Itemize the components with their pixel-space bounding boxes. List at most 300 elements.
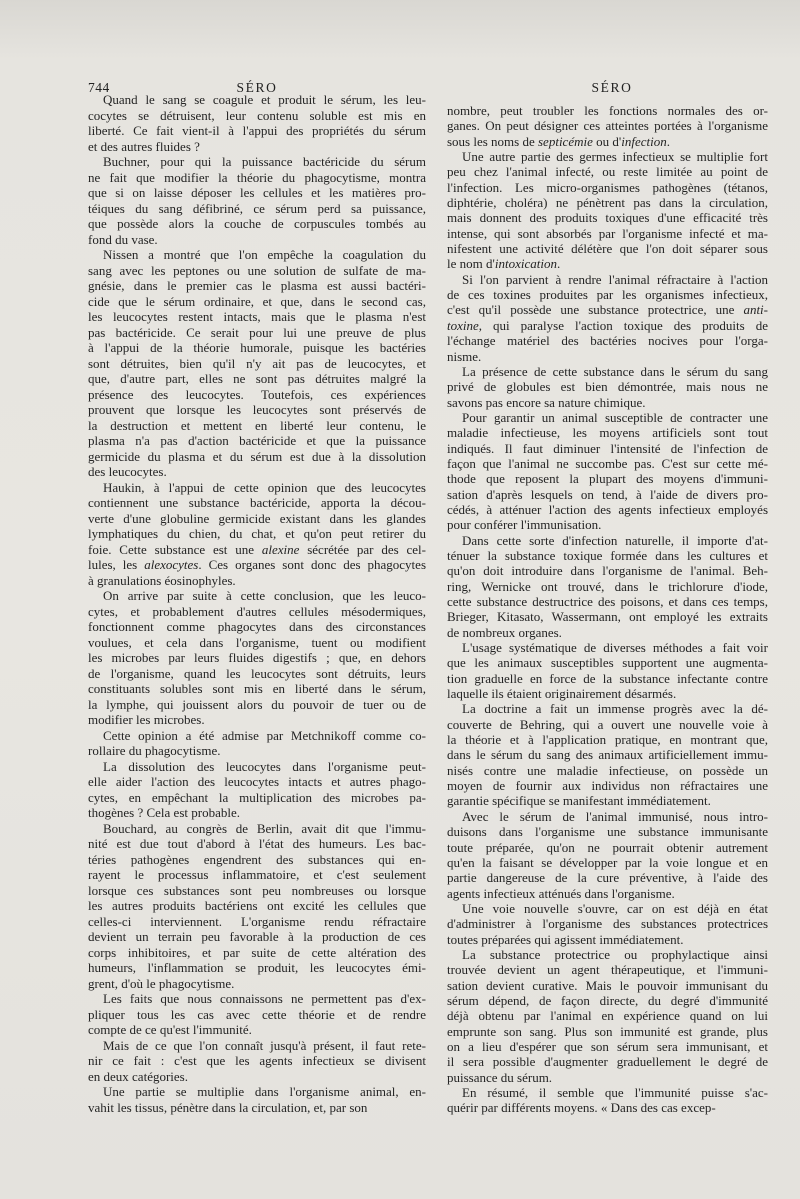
line-text: intense, qui sont absorbés par l'organisme infecté et ma- (447, 225, 768, 241)
text-line (88, 743, 426, 759)
text-run: ou d' (592, 133, 622, 149)
line-text: sang avec les peptones ou une solution de sulfate de ma- (88, 262, 426, 278)
text-line (88, 697, 426, 713)
line-text: les microbes par leurs fluides digestifs ; que, en dehors (88, 650, 426, 665)
text-line (447, 1008, 768, 1023)
line-text: puissance du sérum. (447, 1069, 553, 1085)
line-text: qu'on doit introduire dans l'organisme de l'animal. Beh- (447, 563, 768, 579)
text-line (447, 441, 768, 456)
text-line (447, 747, 768, 762)
paragraph (447, 701, 768, 808)
italic-term: intoxication (494, 256, 557, 272)
paragraph (88, 991, 426, 1038)
line-text: les autres produits bactériens ont excité les cellules que (88, 898, 426, 913)
running-head-right: SÉRO (591, 80, 633, 95)
line-text: nir ce fait : c'est que les agents infectieux se divisent (88, 1053, 426, 1068)
line-text: Une voie nouvelle s'ouvre, car on est déjà en état (462, 900, 768, 916)
line-text: toutes préparées qui agissent immédiatement. (447, 931, 684, 947)
text-line (88, 542, 426, 558)
line-text: de nombreux organes. (447, 624, 562, 640)
text-line (447, 962, 768, 977)
line-text: prouvent que lorsque les leucocytes sont préservés de (88, 402, 426, 417)
text-line (447, 533, 768, 548)
line-text: cocytes se détruisent, leur contenu soluble est mis en (88, 107, 426, 123)
line-text: on a lieu d'espérer que son sérum sera immunisant, et (447, 1038, 768, 1054)
line-text: laquelle ils étaient originairement désarmés. (447, 686, 677, 702)
paragraph (447, 272, 768, 364)
text-line (447, 1039, 768, 1054)
text-line (447, 701, 768, 716)
text-line (447, 1085, 768, 1100)
paragraph (447, 410, 768, 533)
text-line (88, 232, 426, 248)
text-line (88, 170, 426, 186)
text-line (447, 318, 768, 333)
line-text: la lymphe, qui jouissent alors du pouvoir de tuer ou de (88, 696, 426, 712)
line-text: On arrive par suite à cette conclusion, que les leuco- (103, 588, 427, 603)
text-line (447, 640, 768, 655)
text-line (447, 379, 768, 394)
text-line (88, 480, 426, 496)
line-text: nisés contre une maladie infectieuse, on possède un (447, 762, 769, 778)
paragraph (88, 821, 426, 992)
line-text: Mais de ce que l'on connaît jusqu'à présent, il faut rete- (103, 1037, 426, 1053)
text-line (447, 793, 768, 808)
line-text: qu'en la faisant se développer par la voie longue et en (447, 854, 768, 870)
line-text (447, 318, 768, 333)
line-text: grent, d'où le phagocytisme. (88, 975, 235, 991)
line-text: liberté. Ce fait vient-il à l'appui des propriétés du sérum (88, 123, 426, 138)
text-line (447, 870, 768, 885)
paragraph (447, 901, 768, 947)
line-text: Pour garantir un animal susceptible de contracter une (462, 409, 768, 425)
line-text: savons pas encore sa nature chimique. (447, 394, 646, 410)
line-text: toute préparée, qu'on ne pourrait obtenir autrement (447, 839, 768, 855)
text-run: . (666, 133, 670, 149)
text-line (447, 824, 768, 839)
line-text: téiques du sang défibriné, ce sérum perd sa puissance, (88, 200, 426, 216)
line-text: privé de globules est bien démontrée, mais nous ne (447, 379, 768, 395)
text-line (88, 588, 426, 604)
line-text: quérir par différents moyens. « Dans des cas excep- (447, 1100, 716, 1116)
text-line (447, 287, 768, 302)
text-line (447, 855, 768, 870)
text-line (88, 511, 426, 527)
text-line (88, 821, 426, 837)
italic-term: toxine (447, 317, 479, 333)
text-run: foie. Cette substance est une (88, 541, 262, 557)
text-line (88, 883, 426, 899)
line-text: contiennent une substance bactéricide, apporta la décou- (88, 495, 426, 510)
text-line (88, 340, 426, 356)
text-line (88, 356, 426, 372)
text-line (88, 526, 426, 542)
text-line (447, 671, 768, 686)
paragraph (88, 1038, 426, 1085)
text-line (447, 548, 768, 563)
text-line (88, 976, 426, 992)
text-line (447, 349, 768, 364)
line-text: sation d'après lesquels on tend, à l'aide de divers pro- (447, 486, 768, 502)
line-text: sont détruites, bien qu'il n'y ait pas de leucocytes, et (88, 355, 426, 371)
line-text: nisme. (447, 348, 482, 364)
text-line (447, 563, 768, 578)
line-text: Les faits que nous connaissons ne permettent pas d'ex- (103, 991, 427, 1006)
text-line (88, 635, 426, 651)
line-text: il sera possible d'augmenter graduellement le degré de (447, 1054, 768, 1070)
paragraph (88, 92, 426, 154)
text-line (447, 886, 768, 901)
line-text: Nissen a montré que l'on empêche la coagulation du (103, 247, 426, 262)
page-number: 744 (88, 80, 110, 95)
line-text: l'infection. Les micro-organismes pathogènes (tétanos, (447, 179, 768, 195)
text-line (447, 333, 768, 348)
line-text: germicide du plasma et du sérum est due à la dissolution (88, 448, 426, 464)
line-text: plasma n'a pas d'action bactéricide et que la puissance (88, 433, 426, 448)
line-text: Brieger, Kitasato, Wassermann, ont employé les extraits (447, 609, 768, 625)
line-text (88, 557, 426, 572)
text-line (88, 836, 426, 852)
text-line (88, 604, 426, 620)
text-line (88, 805, 426, 821)
line-text: en deux catégories. (88, 1068, 188, 1084)
line-text: que possède alors la couche de corpuscules tombés au (88, 216, 426, 231)
text-line (447, 456, 768, 471)
text-line (88, 433, 426, 449)
line-text: fond du vase. (88, 231, 158, 247)
text-line (88, 1007, 426, 1023)
text-line (88, 123, 426, 139)
text-line (447, 717, 768, 732)
line-text: Une autre partie des germes infectieux se multiplie fort (462, 149, 768, 165)
line-text: nité est due tout d'abord à l'état des humeurs. Les bac- (88, 836, 426, 851)
text-line (447, 134, 768, 149)
line-text: Dans cette sorte d'infection naturelle, il importe d'at- (462, 532, 768, 548)
text-line (447, 916, 768, 931)
line-text: La dissolution des leucocytes dans l'organisme peut- (103, 758, 426, 774)
line-text: Une partie se multiplie dans l'organisme animal, en- (103, 1084, 426, 1099)
text-line (447, 1024, 768, 1039)
line-text: nifestent une activité délétère que l'on doit séparer sous (447, 241, 768, 257)
line-text: cytes, en empêchant la multiplication des microbes pa- (88, 789, 426, 805)
line-text: En résumé, il semble que l'immunité puisse s'ac- (462, 1085, 768, 1100)
line-text: que les animaux susceptibles supportent une augmenta- (447, 655, 769, 671)
text-line (88, 960, 426, 976)
line-text: celles-ci interviennent. L'organisme rendu réfractaire (88, 913, 426, 929)
text-line (447, 686, 768, 701)
italic-term: septicémie (538, 133, 593, 149)
text-line (88, 790, 426, 806)
line-text: garantie spécifique se manifestant immédiatement. (447, 793, 711, 809)
line-text: cide que le sérum ordinaire, et que, dans le second cas, (88, 293, 426, 309)
text-line (447, 364, 768, 379)
line-text: La doctrine a fait un immense progrès avec la dé- (462, 701, 769, 717)
text-line (88, 1100, 426, 1116)
text-line (88, 650, 426, 666)
paragraph (88, 759, 426, 821)
line-text: dans le sérum du sang des animaux artificiellement immu- (447, 747, 768, 763)
text-line (88, 92, 426, 108)
line-text: verte d'une globuline germicide existant dans les glandes (88, 510, 426, 526)
line-text: d'administrer à l'organisme des substances protectrices (447, 916, 768, 932)
italic-term: infection (621, 133, 667, 149)
text-line (88, 619, 426, 635)
paragraph (447, 149, 768, 272)
line-text: La présence de cette substance dans le sérum du sang (462, 363, 768, 379)
line-text: cette substance destructrice des poisons, et dans ces temps, (447, 594, 768, 609)
line-text: ne fait que modifier la théorie du phagocytisme, montra (88, 169, 426, 185)
text-line (447, 103, 768, 118)
text-line (88, 154, 426, 170)
text-line (88, 263, 426, 279)
text-line (88, 573, 426, 589)
line-text: sérum dépend, de façon directe, du degré d'immunité (447, 992, 768, 1008)
text-run: sous les noms de (447, 133, 538, 149)
text-line (88, 464, 426, 480)
text-line (447, 579, 768, 594)
paragraph (88, 588, 426, 728)
line-text: modifier les microbes. (88, 712, 205, 727)
text-line (88, 185, 426, 201)
text-line (447, 487, 768, 502)
text-line (88, 216, 426, 232)
text-line (88, 712, 426, 728)
line-text: Bouchard, au congrès de Berlin, avait dit que l'immu- (103, 820, 426, 836)
text-line (88, 495, 426, 511)
line-text: Cette opinion a été admise par Metchnikoff comme co- (103, 727, 426, 743)
line-text: lorsque ces substances sont peu nombreuses ou lorsque (88, 882, 426, 898)
text-line (88, 1022, 426, 1038)
line-text: emprunte son sang. Plus son immunité est grande, plus (447, 1023, 768, 1039)
text-line (447, 502, 768, 517)
line-text: indiqués. Il faut diminuer l'intensité de l'infection de (447, 440, 768, 456)
text-line (447, 210, 768, 225)
paragraph (447, 640, 768, 701)
running-head-left: SÉRO (236, 80, 278, 95)
line-text: fonctionnent comme phagocytes dans des circonstances (88, 619, 426, 634)
text-line (447, 901, 768, 916)
line-text: Si l'on parvient à rendre l'animal réfractaire à l'action (462, 271, 768, 287)
line-text: moyen de fournir aux individus non réfractaires une (447, 778, 768, 794)
text-line (447, 149, 768, 164)
line-text: Avec le sérum de l'animal immunisé, nous intro- (462, 808, 768, 824)
text-line (88, 945, 426, 961)
text-line (447, 1100, 768, 1115)
line-text: mais donnent des produits toxiques d'une efficacité très (447, 210, 768, 226)
line-text: lymphatiques du chien, du chat, et qu'on peut retirer du (88, 526, 426, 541)
text-line (447, 180, 768, 195)
line-text: nombre, peut troubler les fonctions normales des or- (447, 103, 768, 118)
line-text: ganes. On peut désigner ces atteintes portées à l'organisme (447, 118, 768, 134)
text-line (88, 991, 426, 1007)
text-run: , qui paralyse l'action toxique des produits de (478, 317, 768, 333)
line-text: constituants solubles sont mis en liberté dans le sérum, (88, 681, 426, 696)
text-line (447, 778, 768, 793)
line-text: cédés, à atténuer l'action des agents infectieux employés (447, 501, 768, 517)
italic-term: alexocytes (144, 557, 199, 572)
italic-term: alexine (261, 541, 300, 557)
line-text (88, 542, 426, 557)
text-line (447, 809, 768, 824)
line-text: gnésie, dans le premier cas le plasma est aussi bactéri- (88, 278, 426, 293)
paragraph (88, 247, 426, 480)
text-line (88, 774, 426, 790)
text-line (88, 449, 426, 465)
paragraph (447, 103, 768, 149)
line-text: rollaire du phagocytisme. (88, 743, 221, 758)
line-text: humeurs, l'inflammation se produit, les leucocytes émi- (88, 960, 426, 975)
line-text: peu chez l'animal infecté, ou reste limitée au point de (447, 164, 768, 180)
text-line (88, 402, 426, 418)
text-line (88, 1053, 426, 1069)
text-line (88, 371, 426, 387)
line-text: Buchner, pour qui la puissance bactéricide du sérum (103, 154, 426, 169)
text-line (447, 195, 768, 210)
text-line (88, 914, 426, 930)
paragraph (447, 364, 768, 410)
text-line (447, 302, 768, 317)
text-line (88, 294, 426, 310)
line-text: duisons dans l'organisme une substance immunisante (447, 824, 768, 840)
line-text: que, d'autre part, elles ne sont pas détruites malgré la (88, 371, 426, 386)
paragraph (447, 533, 768, 640)
paragraph (88, 728, 426, 759)
line-text: de l'organisme, quand les leucocytes sont détruits, leurs (88, 665, 426, 681)
line-text: couverte de Behring, qui a ouvert une nouvelle voie à (447, 716, 768, 732)
text-line (447, 226, 768, 241)
text-line (447, 241, 768, 256)
text-line (88, 247, 426, 263)
line-text: les leucocytes restent intacts, mais que le plasma n'est (88, 309, 426, 324)
text-line (88, 1038, 426, 1054)
text-line (447, 517, 768, 532)
text-line (88, 728, 426, 744)
line-text: Haukin, à l'appui de cette opinion que des leucocytes (103, 479, 426, 495)
text-line (88, 867, 426, 883)
line-text: trouvée devient un agent thérapeutique, et l'immuni- (447, 962, 768, 978)
text-line (447, 164, 768, 179)
text-line (447, 256, 768, 271)
line-text: sation devient curative. Mais le pouvoir immunisant du (447, 977, 768, 993)
paragraph (447, 1085, 768, 1116)
line-text: Quand le sang se coagule et produit le sérum, les leu- (103, 92, 426, 107)
text-line (447, 425, 768, 440)
line-text: elle aider l'action des leucocytes intacts et autres phago- (88, 774, 426, 789)
text-line (88, 325, 426, 341)
line-text: présence des leucocytes. Toutefois, ces expériences (88, 386, 426, 402)
line-text: devient un terrain peu favorable à la production de ces (88, 929, 426, 944)
line-text (447, 256, 560, 271)
text-line (447, 732, 768, 747)
line-text: que si on laisse déposer les cellules et les matières pro- (88, 185, 426, 200)
line-text: pliquer tous les cas avec cette théorie et de rendre (88, 1006, 426, 1022)
italic-term: anti- (743, 302, 768, 318)
paragraph (88, 1084, 426, 1115)
line-text (447, 302, 768, 317)
line-text: à granulations éosinophyles. (88, 572, 236, 588)
line-text: pour conférer l'immunisation. (447, 517, 602, 533)
text-line (447, 655, 768, 670)
text-run: . Ces organes sont donc des phagocytes (198, 557, 426, 572)
text-line (447, 1054, 768, 1069)
text-line (447, 272, 768, 287)
text-line (88, 418, 426, 434)
paragraph (447, 947, 768, 1085)
line-text: La substance protectrice ou prophylactique ainsi (462, 946, 768, 962)
text-run: c'est qu'il possède une substance protectrice, une (447, 302, 744, 318)
text-line (447, 947, 768, 962)
text-line (88, 108, 426, 124)
text-line (88, 1069, 426, 1085)
text-line (447, 932, 768, 947)
text-line (88, 278, 426, 294)
line-text: ring, Wernicke ont trouvé, dans le trichlorure d'iode, (447, 578, 768, 594)
paragraph (447, 809, 768, 901)
text-line (447, 993, 768, 1008)
line-text: des leucocytes. (88, 464, 167, 479)
line-text: agents infectieux atténués dans l'organisme. (447, 885, 675, 901)
line-text: la théorie et à l'application pratique, en montrant que, (447, 732, 768, 748)
text-line (88, 681, 426, 697)
line-text: pas bactéricide. Ce serait pour lui une preuve de plus (88, 324, 426, 340)
line-text: maladie infectieuse, les moyens artificiels sont tout (447, 425, 768, 441)
text-line (447, 840, 768, 855)
line-text: et des autres fluides ? (88, 138, 200, 154)
line-text: compte de ce qu'est l'immunité. (88, 1022, 252, 1037)
text-line (88, 201, 426, 217)
line-text (447, 134, 670, 149)
line-text: façon que l'animal ne succombe pas. C'est sur cette mé- (447, 455, 768, 471)
text-line (88, 929, 426, 945)
text-line (88, 666, 426, 682)
text-line (88, 139, 426, 155)
line-text: déjà obtenu par l'animal en expérience quand on lui (447, 1008, 768, 1024)
line-text: la destruction et mettent en liberté leur contenu, le (88, 417, 426, 433)
text-line (88, 309, 426, 325)
line-text: voulues, et cela dans l'organisme, tuent ou modifient (88, 634, 426, 650)
text-line (447, 118, 768, 133)
line-text: rayent le processus inflammatoire, et c'est seulement (88, 867, 426, 882)
line-text: téries pathogènes engendrent des substances qui en- (88, 851, 426, 867)
line-text: cytes, et probablement d'autres cellules mésodermiques, (88, 603, 426, 619)
paragraph (88, 154, 426, 247)
column-right (447, 103, 768, 1116)
text-line (88, 852, 426, 868)
line-text: corps inhibitoires, et par suite de cette altération des (88, 944, 426, 960)
text-line (88, 557, 426, 573)
line-text: diphtérie, choléra) ne pénètrent pas dans la circulation, (447, 195, 768, 211)
text-run: . (556, 256, 561, 272)
line-text: tion graduelle en force de la substance infectante contre (447, 670, 768, 686)
line-text: ténuer la substance toxique formée dans les cultures et (447, 547, 768, 563)
line-text: L'usage systématique de diverses méthodes a fait voir (462, 640, 769, 656)
text-line (447, 625, 768, 640)
text-line (447, 471, 768, 486)
line-text: thode que reposent la plupart des moyens d'immuni- (447, 471, 768, 487)
line-text: de ces toxines produites par les organismes infectieux, (447, 287, 769, 303)
line-text: vahit les tissus, pénètre dans la circulation, et, par son (88, 1099, 368, 1115)
line-text: l'échange matériel des bactéries nocives pour l'orga- (447, 333, 768, 349)
line-text: à l'appui de la théorie humorale, puisque les bactéries (88, 340, 426, 355)
text-run: le nom d' (447, 256, 495, 272)
line-text: partie dangereuse de la cure préventive, à l'aide des (447, 870, 768, 886)
text-line (447, 594, 768, 609)
text-line (447, 395, 768, 410)
text-line (447, 609, 768, 624)
line-text: thogènes ? Cela est probable. (88, 805, 240, 820)
text-line (447, 978, 768, 993)
text-run: sécrétée par des cel- (299, 541, 426, 557)
